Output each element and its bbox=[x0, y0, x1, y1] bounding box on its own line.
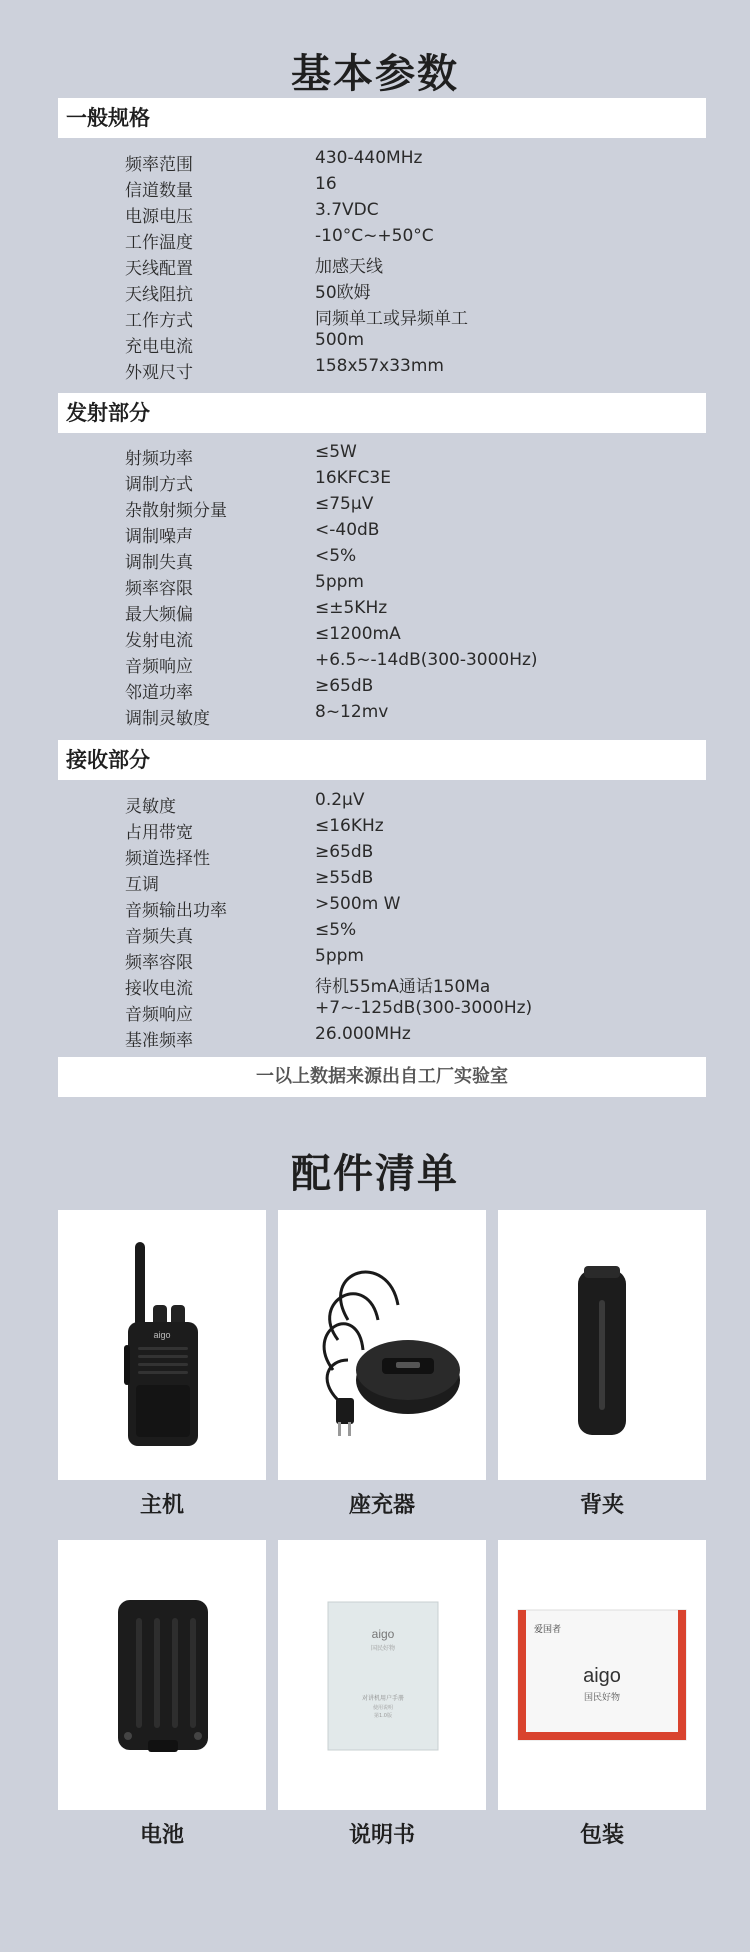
spec-value: 3.7VDC bbox=[315, 200, 379, 220]
spec-label: 占用带宽 bbox=[125, 823, 193, 843]
spec-label: 信道数量 bbox=[125, 181, 193, 201]
spec-label: 最大频偏 bbox=[125, 605, 193, 625]
spec-row bbox=[0, 920, 750, 946]
spec-row bbox=[0, 356, 750, 382]
spec-row bbox=[0, 790, 750, 816]
spec-value: +7~-125dB(300-3000Hz) bbox=[315, 998, 533, 1018]
spec-value: 430-440MHz bbox=[315, 148, 423, 168]
spec-label: 工作温度 bbox=[125, 233, 193, 253]
spec-label: 频率容限 bbox=[125, 579, 193, 599]
accessory-label-box: 包装 bbox=[579, 1823, 624, 1848]
accessory-tile-manual bbox=[278, 1540, 486, 1810]
manual-icon bbox=[278, 1540, 486, 1810]
spec-label: 充电电流 bbox=[125, 337, 193, 357]
params-title: 基本参数 bbox=[291, 51, 459, 97]
accessory-tile-belt-clip bbox=[498, 1210, 706, 1480]
spec-row bbox=[0, 572, 750, 598]
spec-row bbox=[0, 252, 750, 278]
box-icon bbox=[498, 1540, 706, 1810]
spec-value: ≤75μV bbox=[315, 494, 374, 514]
spec-label: 射频功率 bbox=[125, 449, 193, 469]
manual-subtitle: 国民好物 bbox=[370, 1645, 396, 1652]
spec-label: 工作方式 bbox=[125, 311, 193, 331]
spec-value: 500m bbox=[315, 330, 365, 350]
spec-value: ≤16KHz bbox=[315, 816, 384, 836]
accessory-tile-main-unit bbox=[58, 1210, 266, 1480]
spec-value: ≤5% bbox=[315, 920, 357, 940]
spec-label: 邻道功率 bbox=[125, 683, 193, 703]
spec-value: <5% bbox=[315, 546, 357, 566]
spec-label: 音频响应 bbox=[125, 1005, 193, 1025]
accessory-label-main-unit: 主机 bbox=[139, 1493, 184, 1518]
spec-value: 8~12mv bbox=[315, 702, 389, 722]
data-source-note: 一以上数据来源出自工厂实验室 bbox=[58, 1057, 706, 1097]
spec-row bbox=[0, 1024, 750, 1050]
spec-row bbox=[0, 174, 750, 200]
spec-label: 频道选择性 bbox=[125, 849, 210, 869]
general-spec-list bbox=[0, 148, 750, 382]
spec-label: 外观尺寸 bbox=[125, 363, 193, 383]
spec-value: 5ppm bbox=[315, 572, 364, 592]
spec-label: 电源电压 bbox=[125, 207, 193, 227]
spec-value: 50欧姆 bbox=[315, 283, 371, 303]
spec-value: 待机55mA通话150Ma bbox=[315, 977, 491, 997]
spec-row bbox=[0, 972, 750, 998]
spec-value: 0.2μV bbox=[315, 790, 365, 810]
spec-label: 调制方式 bbox=[125, 475, 193, 495]
spec-row bbox=[0, 894, 750, 920]
spec-label: 灵敏度 bbox=[125, 797, 176, 817]
accessory-tile-box bbox=[498, 1540, 706, 1810]
spec-value: ≤5W bbox=[315, 442, 357, 462]
spec-row bbox=[0, 304, 750, 330]
spec-row bbox=[0, 494, 750, 520]
accessory-label-manual: 说明书 bbox=[348, 1823, 415, 1848]
manual-line-1: 对讲机用户手册 bbox=[361, 1695, 405, 1702]
spec-row bbox=[0, 842, 750, 868]
spec-row bbox=[0, 200, 750, 226]
spec-value: -10°C~+50°C bbox=[315, 226, 434, 246]
box-brand: aigo bbox=[583, 1665, 621, 1687]
spec-label: 基准频率 bbox=[125, 1031, 193, 1051]
spec-value: ≥65dB bbox=[315, 842, 374, 862]
spec-row bbox=[0, 330, 750, 356]
spec-value: 26.000MHz bbox=[315, 1024, 411, 1044]
accessory-tile-battery bbox=[58, 1540, 266, 1810]
spec-row bbox=[0, 148, 750, 174]
spec-row bbox=[0, 520, 750, 546]
spec-label: 频率容限 bbox=[125, 953, 193, 973]
spec-value: <-40dB bbox=[315, 520, 380, 540]
spec-row bbox=[0, 624, 750, 650]
spec-label: 音频失真 bbox=[125, 927, 193, 947]
section-heading-receive: 接收部分 bbox=[58, 740, 706, 780]
section-heading-transmit: 发射部分 bbox=[58, 393, 706, 433]
receive-spec-list bbox=[0, 790, 750, 1050]
spec-label: 天线配置 bbox=[125, 259, 193, 279]
spec-label: 互调 bbox=[125, 875, 159, 895]
spec-label: 音频响应 bbox=[125, 657, 193, 677]
spec-label: 杂散射频分量 bbox=[125, 501, 227, 521]
section-heading-general: 一般规格 bbox=[58, 98, 706, 138]
manual-brand: aigo bbox=[371, 1627, 395, 1641]
accessory-label-charger: 座充器 bbox=[348, 1493, 415, 1518]
spec-row bbox=[0, 442, 750, 468]
spec-value: 5ppm bbox=[315, 946, 364, 966]
main-unit-brand: aigo bbox=[153, 1330, 171, 1340]
spec-row bbox=[0, 946, 750, 972]
spec-label: 发射电流 bbox=[125, 631, 193, 651]
walkie-talkie-icon bbox=[58, 1210, 266, 1480]
spec-value: ≥55dB bbox=[315, 868, 374, 888]
spec-value: ≤±5KHz bbox=[315, 598, 388, 618]
accessory-label-belt-clip: 背夹 bbox=[579, 1493, 624, 1518]
spec-label: 调制失真 bbox=[125, 553, 193, 573]
accessory-tile-charger bbox=[278, 1210, 486, 1480]
manual-line-2: 使用说明 bbox=[372, 1705, 394, 1711]
spec-row bbox=[0, 278, 750, 304]
battery-icon bbox=[58, 1540, 266, 1810]
spec-row bbox=[0, 868, 750, 894]
spec-value: 16 bbox=[315, 174, 337, 194]
spec-value: 16KFC3E bbox=[315, 468, 391, 488]
spec-row bbox=[0, 468, 750, 494]
spec-value: >500m W bbox=[315, 894, 401, 914]
spec-row bbox=[0, 546, 750, 572]
spec-label: 调制噪声 bbox=[125, 527, 193, 547]
spec-value: ≥65dB bbox=[315, 676, 374, 696]
charger-icon bbox=[278, 1210, 486, 1480]
spec-row bbox=[0, 650, 750, 676]
spec-label: 频率范围 bbox=[125, 155, 193, 175]
spec-row bbox=[0, 816, 750, 842]
spec-row bbox=[0, 702, 750, 728]
spec-value: 158x57x33mm bbox=[315, 356, 444, 376]
accessory-label-battery: 电池 bbox=[139, 1823, 184, 1848]
spec-row bbox=[0, 676, 750, 702]
box-slogan: 国民好物 bbox=[583, 1693, 621, 1703]
spec-label: 调制灵敏度 bbox=[125, 709, 210, 729]
manual-line-3: 第1.0版 bbox=[374, 1713, 392, 1719]
spec-row bbox=[0, 598, 750, 624]
spec-label: 天线阻抗 bbox=[125, 285, 193, 305]
belt-clip-icon bbox=[498, 1210, 706, 1480]
spec-label: 接收电流 bbox=[125, 979, 193, 999]
accessories-title: 配件清单 bbox=[291, 1151, 459, 1197]
spec-value: 同频单工或异频单工 bbox=[315, 309, 468, 329]
spec-label: 音频输出功率 bbox=[125, 901, 227, 921]
spec-row bbox=[0, 226, 750, 252]
spec-value: 加感天线 bbox=[315, 257, 383, 277]
spec-value: ≤1200mA bbox=[315, 624, 401, 644]
spec-row bbox=[0, 998, 750, 1024]
box-top-text: 爱国者 bbox=[534, 1625, 562, 1635]
spec-value: +6.5~-14dB(300-3000Hz) bbox=[315, 650, 538, 670]
transmit-spec-list bbox=[0, 442, 750, 728]
